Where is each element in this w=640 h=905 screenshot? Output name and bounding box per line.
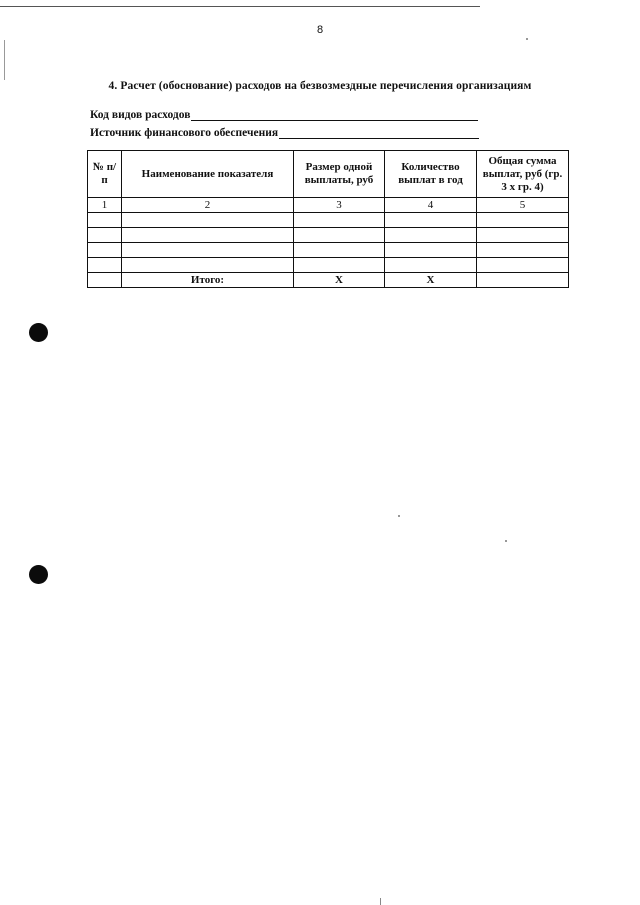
funding-source-label: Источник финансового обеспечения xyxy=(90,127,279,139)
table-cell xyxy=(294,213,385,228)
column-numbers-row xyxy=(88,198,569,213)
column-number: 2 xyxy=(122,198,294,213)
table-cell xyxy=(385,213,477,228)
funding-source-underline xyxy=(279,127,479,139)
table-cell xyxy=(385,228,477,243)
table-cell xyxy=(385,258,477,273)
table-cell xyxy=(88,273,122,288)
total-row xyxy=(88,273,569,288)
table-cell xyxy=(88,258,122,273)
table-cell xyxy=(385,243,477,258)
expense-code-underline xyxy=(191,109,478,121)
header-indicator-name: Наименование показателя xyxy=(122,151,294,198)
expenses-table xyxy=(87,150,569,288)
total-label: Итого: xyxy=(122,273,294,288)
table-cell xyxy=(122,258,294,273)
table-cell xyxy=(477,228,569,243)
table-cell xyxy=(88,228,122,243)
table-cell xyxy=(294,258,385,273)
punch-hole-bottom xyxy=(29,565,48,584)
expense-code-field xyxy=(90,107,478,121)
table-header-row xyxy=(88,151,569,198)
total-amount xyxy=(477,273,569,288)
table-row xyxy=(88,243,569,258)
total-payment-size: Х xyxy=(294,273,385,288)
column-number: 4 xyxy=(385,198,477,213)
table-cell xyxy=(88,213,122,228)
expense-code-label: Код видов расходов xyxy=(90,109,191,121)
scan-speck xyxy=(398,515,400,517)
column-number: 1 xyxy=(88,198,122,213)
punch-hole-top xyxy=(29,323,48,342)
header-payment-size: Размер одной выплаты, руб xyxy=(294,151,385,198)
header-payments-per-year: Количество выплат в год xyxy=(385,151,477,198)
scan-edge-top xyxy=(0,6,480,7)
scan-speck xyxy=(526,38,528,40)
table-cell xyxy=(122,228,294,243)
table-cell xyxy=(477,213,569,228)
funding-source-field xyxy=(90,125,479,139)
table-cell xyxy=(122,213,294,228)
scan-edge-bottom xyxy=(380,898,381,905)
table-cell xyxy=(122,243,294,258)
table-row xyxy=(88,258,569,273)
table-cell xyxy=(294,228,385,243)
header-total-amount: Общая сумма выплат, руб (гр. 3 х гр. 4) xyxy=(477,151,569,198)
column-number: 5 xyxy=(477,198,569,213)
table-row xyxy=(88,228,569,243)
section-title: 4. Расчет (обоснование) расходов на безвозмездные перечисления организациям xyxy=(108,80,532,92)
table-row xyxy=(88,213,569,228)
table-cell xyxy=(477,243,569,258)
total-payments-per-year: Х xyxy=(385,273,477,288)
table-cell xyxy=(88,243,122,258)
scan-edge-left xyxy=(4,40,5,80)
table-cell xyxy=(294,243,385,258)
table-cell xyxy=(477,258,569,273)
column-number: 3 xyxy=(294,198,385,213)
page-number: 8 xyxy=(316,24,324,36)
scan-speck xyxy=(505,540,507,542)
header-number: № п/п xyxy=(88,151,122,198)
